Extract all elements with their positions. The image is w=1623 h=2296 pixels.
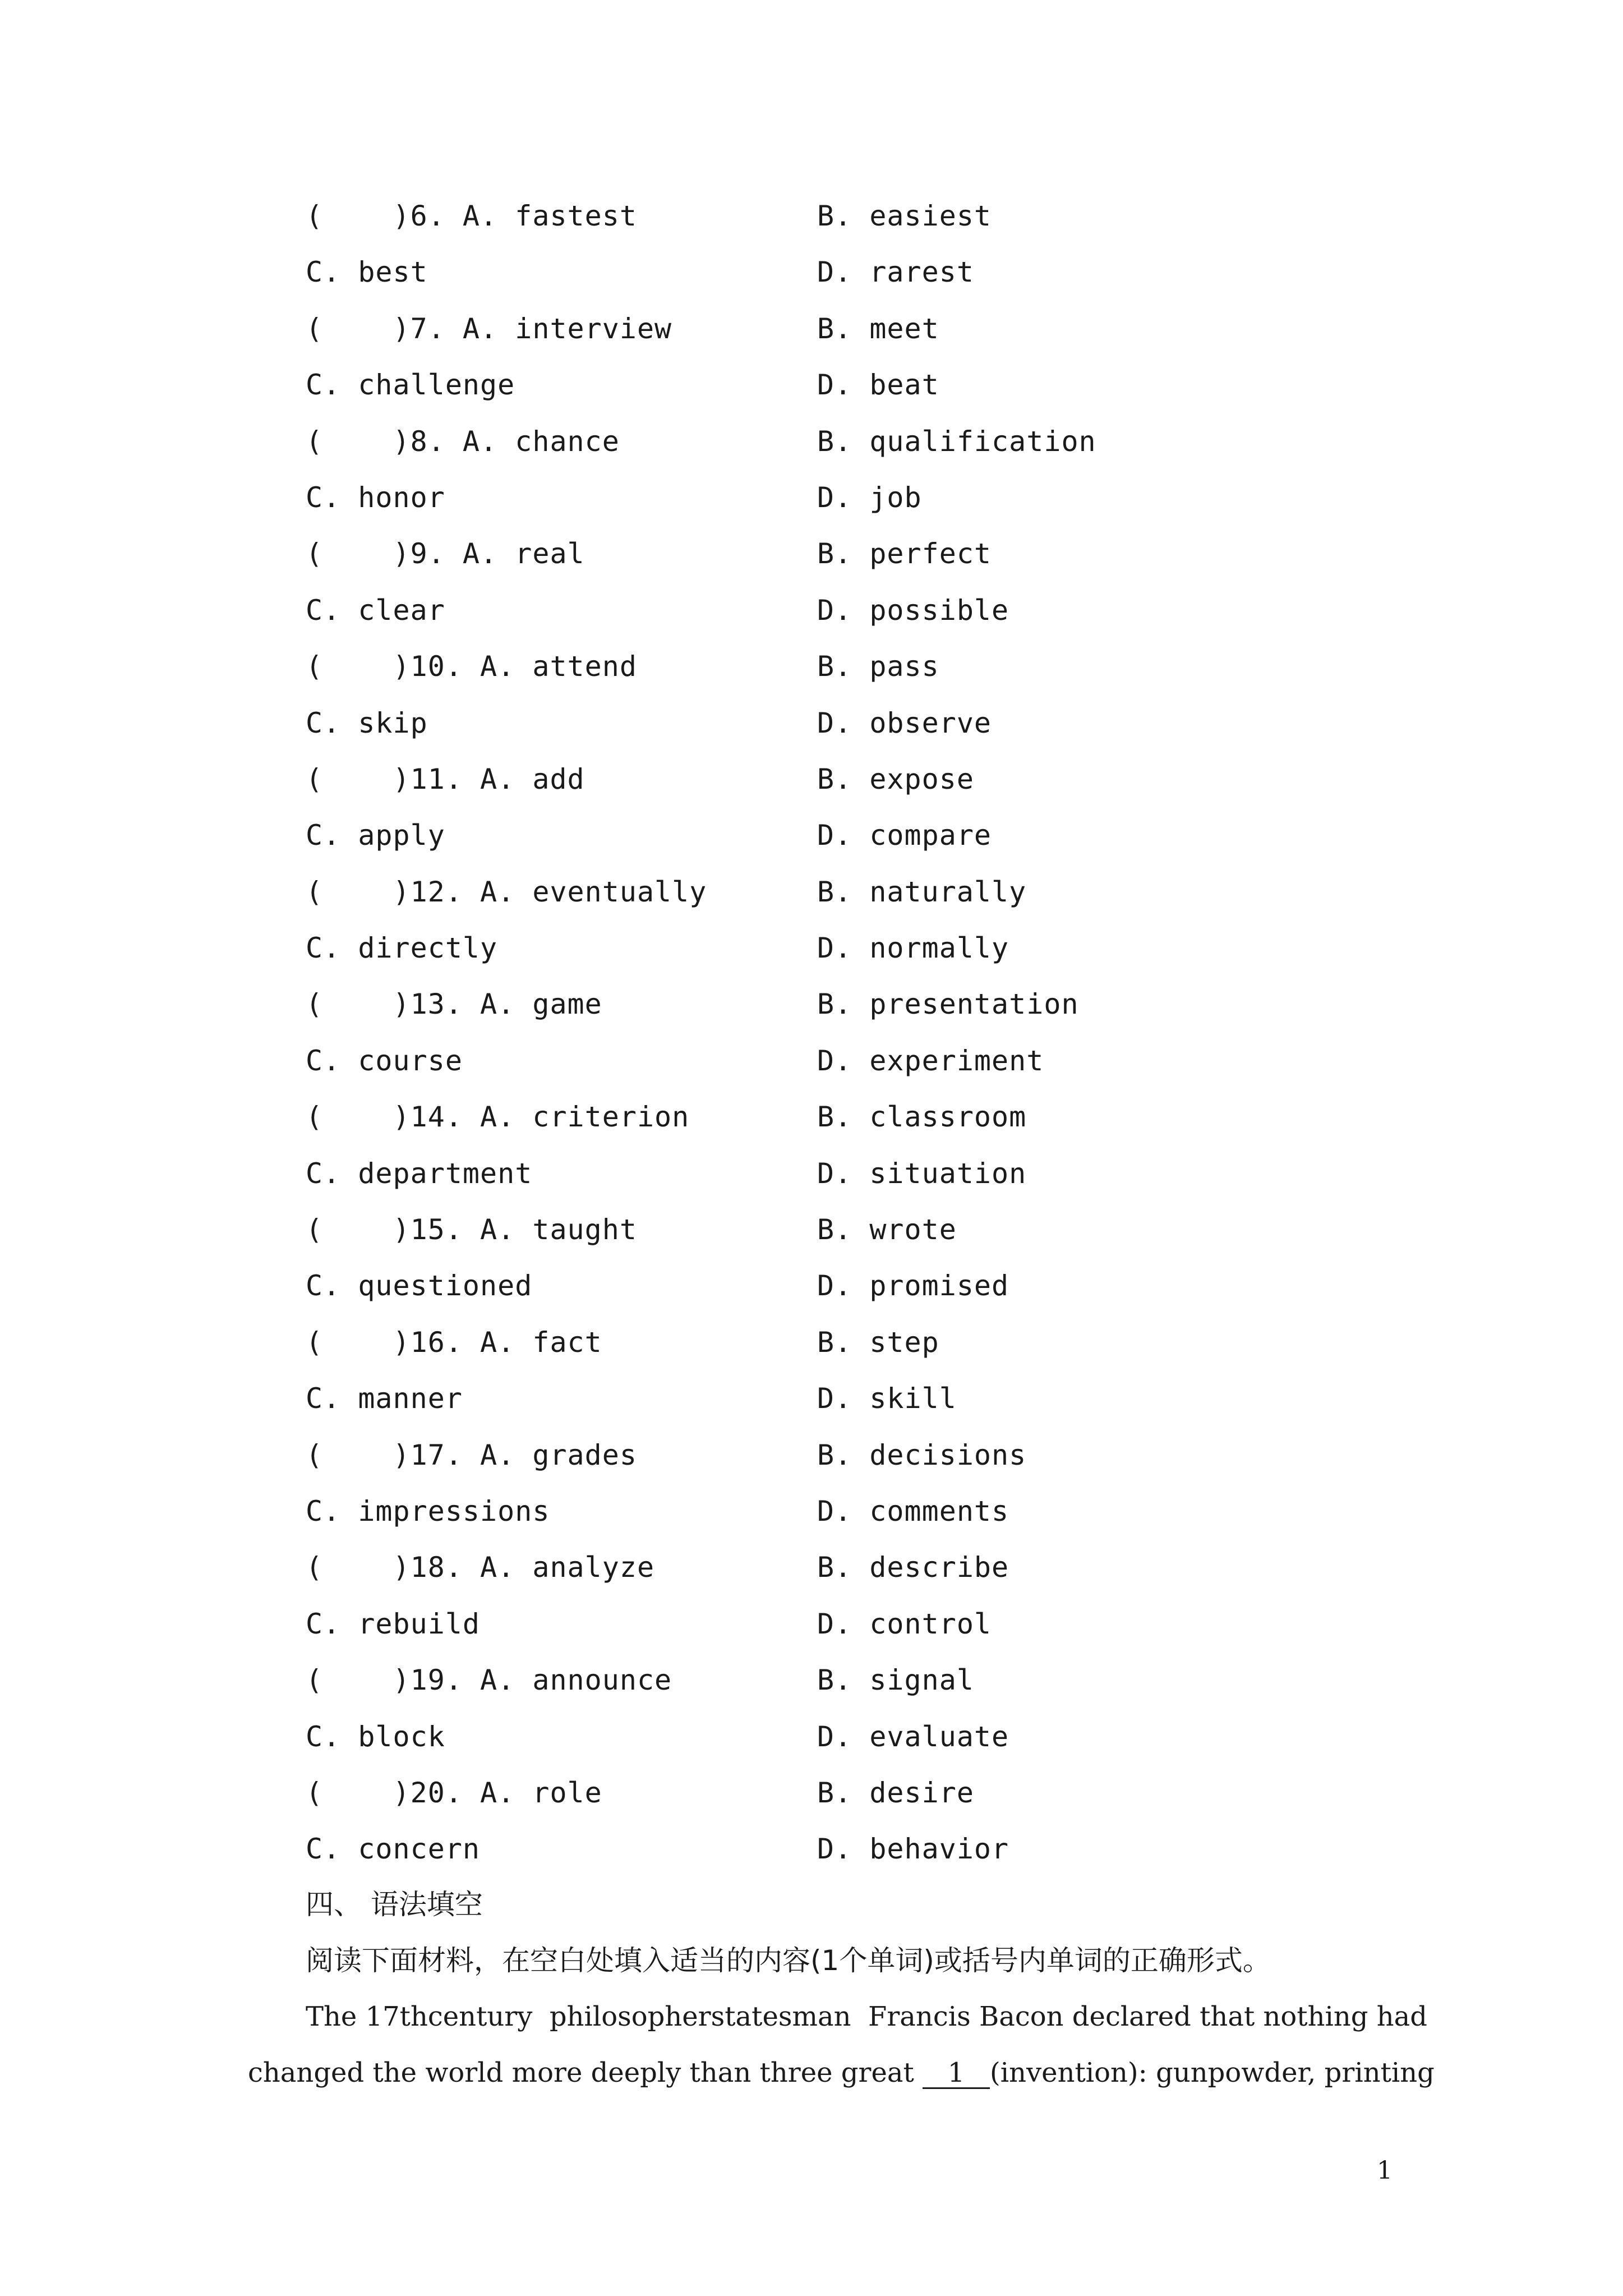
passage-line-2 — [248, 2056, 1435, 2090]
option-c-text: skip — [358, 706, 428, 739]
option-b-label: B. — [817, 1551, 870, 1584]
option-c-text: honor — [358, 481, 445, 514]
option-d-label: D. — [817, 1382, 870, 1415]
option-d-label: D. — [817, 1044, 870, 1077]
option-d-label: D. — [817, 369, 870, 402]
option-b-label: B. — [817, 762, 870, 795]
option-b-text: easiest — [869, 200, 992, 232]
section-title: 四、 语法填空 — [306, 1888, 483, 1921]
option-d-label: D. — [817, 1833, 870, 1866]
option-d-label: D. — [817, 593, 870, 627]
option-a-text: taught — [532, 1213, 637, 1246]
option-b[interactable] — [817, 1663, 974, 1697]
option-d-text: promised — [869, 1269, 1009, 1303]
option-c-label: C. — [306, 369, 358, 402]
question-number: ( )13. A. — [306, 988, 533, 1021]
option-d-text: normally — [869, 932, 1009, 965]
question-number: ( )16. A. — [306, 1326, 533, 1359]
option-a-text: fact — [532, 1326, 602, 1359]
question-stem-option-a[interactable] — [306, 425, 620, 458]
option-c[interactable] — [306, 1494, 550, 1528]
option-b-label: B. — [817, 1776, 870, 1809]
question-stem-option-a[interactable] — [306, 1663, 672, 1697]
option-a-text: role — [532, 1776, 602, 1809]
option-c[interactable] — [306, 1607, 480, 1641]
option-d-text: rarest — [869, 256, 974, 289]
question-number: ( )14. A. — [306, 1101, 533, 1134]
question-number: ( )11. A. — [306, 762, 533, 795]
option-c-label: C. — [306, 1833, 358, 1866]
passage-line-1: The 17thcentury philosopherstatesman Francis Bacon declared that nothing had — [306, 2001, 1428, 2032]
option-d-label: D. — [817, 1269, 870, 1303]
option-a-text: real — [515, 537, 585, 570]
option-b[interactable] — [817, 1213, 957, 1246]
option-b-label: B. — [817, 988, 870, 1021]
option-c-label: C. — [306, 1269, 358, 1303]
question-number: ( )7. A. — [306, 312, 515, 345]
option-b[interactable] — [817, 1438, 1026, 1472]
option-b-text: presentation — [869, 988, 1079, 1021]
option-d[interactable] — [817, 1044, 1044, 1078]
option-b-text: expose — [869, 762, 974, 795]
option-c[interactable] — [306, 1382, 463, 1415]
option-d-label: D. — [817, 1607, 870, 1640]
option-d-text: evaluate — [869, 1720, 1009, 1753]
option-c[interactable] — [306, 1269, 532, 1303]
option-a-text: interview — [515, 312, 672, 345]
question-stem-option-a[interactable] — [306, 1213, 637, 1246]
question-row — [306, 312, 1427, 368]
option-a-text: game — [532, 988, 602, 1021]
option-b-text: perfect — [869, 537, 992, 570]
option-d-label: D. — [817, 1157, 870, 1190]
question-stem-option-a[interactable] — [306, 1100, 689, 1134]
option-c-text: department — [358, 1157, 533, 1190]
question-row — [306, 593, 1427, 650]
question-stem-option-a[interactable] — [306, 762, 585, 796]
option-c-label: C. — [306, 1494, 358, 1527]
option-b-label: B. — [817, 312, 870, 345]
option-c-text: best — [358, 256, 428, 289]
option-b[interactable] — [817, 987, 1079, 1021]
question-stem-option-a[interactable] — [306, 1326, 602, 1359]
option-b[interactable] — [817, 199, 992, 233]
option-d-label: D. — [817, 1494, 870, 1527]
option-a-text: criterion — [532, 1101, 690, 1134]
option-b-text: describe — [869, 1551, 1009, 1584]
question-stem-option-a[interactable] — [306, 650, 637, 683]
option-d-label: D. — [817, 1720, 870, 1753]
question-row — [306, 1607, 1427, 1663]
question-stem-option-a[interactable] — [306, 1776, 602, 1810]
option-c-label: C. — [306, 706, 358, 739]
option-c[interactable] — [306, 1044, 463, 1078]
option-b[interactable] — [817, 762, 974, 796]
question-row — [306, 1663, 1427, 1719]
option-d[interactable] — [817, 255, 974, 289]
option-c[interactable] — [306, 1832, 480, 1866]
option-c-text: clear — [358, 593, 445, 627]
option-c[interactable] — [306, 368, 515, 402]
question-row — [306, 199, 1427, 255]
question-stem-option-a[interactable] — [306, 537, 585, 570]
question-stem-option-a[interactable] — [306, 1438, 637, 1472]
option-c-text: block — [358, 1720, 445, 1753]
option-c-label: C. — [306, 932, 358, 965]
question-number: ( )6. A. — [306, 200, 515, 232]
option-c[interactable] — [306, 706, 428, 740]
option-d-label: D. — [817, 256, 870, 289]
option-c-label: C. — [306, 481, 358, 514]
question-stem-option-a[interactable] — [306, 1550, 654, 1584]
option-b-label: B. — [817, 875, 870, 908]
option-c[interactable] — [306, 818, 445, 852]
question-row — [306, 1157, 1427, 1213]
option-b[interactable] — [817, 1100, 1026, 1134]
option-d[interactable] — [817, 1269, 1009, 1303]
option-c-text: concern — [358, 1833, 481, 1866]
question-number: ( )18. A. — [306, 1551, 533, 1584]
option-c[interactable] — [306, 255, 428, 289]
question-row — [306, 368, 1427, 424]
question-row — [306, 537, 1427, 593]
option-d-text: control — [869, 1607, 992, 1640]
option-d-text: job — [869, 481, 922, 514]
option-b-label: B. — [817, 650, 870, 683]
question-number: ( )19. A. — [306, 1664, 533, 1697]
question-row — [306, 1044, 1427, 1100]
option-d[interactable] — [817, 1832, 1009, 1866]
option-a-text: grades — [532, 1438, 637, 1471]
option-d[interactable] — [817, 1382, 957, 1415]
option-c[interactable] — [306, 593, 445, 627]
option-c[interactable] — [306, 481, 445, 514]
option-d-text: observe — [869, 706, 992, 739]
option-c-text: rebuild — [358, 1607, 481, 1640]
question-number: ( )17. A. — [306, 1438, 533, 1471]
option-c-label: C. — [306, 1382, 358, 1415]
question-number: ( )12. A. — [306, 875, 533, 908]
question-row — [306, 762, 1427, 818]
option-c-label: C. — [306, 593, 358, 627]
option-c-text: manner — [358, 1382, 463, 1415]
option-b-text: signal — [869, 1664, 974, 1697]
option-b[interactable] — [817, 312, 939, 346]
section-instruction: 阅读下面材料，在空白处填入适当的内容(1个单词)或括号内单词的正确形式。 — [306, 1944, 1271, 1977]
question-row — [306, 1382, 1427, 1438]
passage-text-before-blank: changed the world more deeply than three great — [248, 2057, 923, 2088]
option-d-text: experiment — [869, 1044, 1044, 1077]
option-d[interactable] — [817, 1607, 992, 1641]
option-c-label: C. — [306, 1157, 358, 1190]
option-c-label: C. — [306, 1607, 358, 1640]
option-b-text: naturally — [869, 875, 1027, 908]
option-d[interactable] — [817, 706, 992, 740]
option-b-text: step — [869, 1326, 939, 1359]
option-a-text: chance — [515, 425, 620, 458]
option-c-label: C. — [306, 1044, 358, 1077]
option-d-text: comments — [869, 1494, 1009, 1527]
option-c-text: impressions — [358, 1494, 550, 1527]
question-row — [306, 650, 1427, 706]
question-row — [306, 1494, 1427, 1550]
option-d-text: beat — [869, 369, 939, 402]
option-a-text: add — [532, 762, 585, 795]
option-a-text: fastest — [515, 200, 637, 232]
option-c[interactable] — [306, 1157, 532, 1190]
question-number: ( )9. A. — [306, 537, 515, 570]
option-c[interactable] — [306, 931, 497, 965]
option-a-text: attend — [532, 650, 637, 683]
option-b-text: qualification — [869, 425, 1096, 458]
question-row — [306, 1100, 1427, 1156]
option-c-label: C. — [306, 1720, 358, 1753]
question-row — [306, 1832, 1427, 1888]
question-row — [306, 875, 1427, 931]
option-b[interactable] — [817, 650, 939, 683]
question-row — [306, 255, 1427, 311]
question-row — [306, 818, 1427, 875]
option-b[interactable] — [817, 1326, 939, 1359]
question-row — [306, 425, 1427, 481]
question-row — [306, 1213, 1427, 1269]
passage-text-after-blank: (invention): gunpowder, printing — [990, 2057, 1435, 2088]
question-number: ( )20. A. — [306, 1776, 533, 1809]
question-row — [306, 706, 1427, 762]
option-d-text: situation — [869, 1157, 1027, 1190]
option-c[interactable] — [306, 1720, 445, 1754]
option-d-label: D. — [817, 706, 870, 739]
option-b-label: B. — [817, 425, 870, 458]
option-b-text: classroom — [869, 1101, 1027, 1134]
question-number: ( )8. A. — [306, 425, 515, 458]
option-b-label: B. — [817, 1213, 870, 1246]
option-d[interactable] — [817, 818, 992, 852]
option-a-text: eventually — [532, 875, 707, 908]
question-row — [306, 1326, 1427, 1382]
question-row — [306, 1776, 1427, 1832]
question-row — [306, 481, 1427, 537]
question-row — [306, 987, 1427, 1043]
option-b-text: meet — [869, 312, 939, 345]
option-a-text: analyze — [532, 1551, 655, 1584]
option-b-text: pass — [869, 650, 939, 683]
option-c-text: directly — [358, 932, 498, 965]
option-d[interactable] — [817, 1494, 1009, 1528]
option-b-label: B. — [817, 200, 870, 232]
option-d[interactable] — [817, 368, 939, 402]
option-c-text: challenge — [358, 369, 515, 402]
page-number: 1 — [1377, 2156, 1393, 2185]
option-b[interactable] — [817, 537, 992, 570]
option-c-label: C. — [306, 256, 358, 289]
option-d[interactable] — [817, 931, 1009, 965]
option-c-label: C. — [306, 819, 358, 852]
option-b[interactable] — [817, 425, 1096, 458]
question-stem-option-a[interactable] — [306, 199, 637, 233]
multiple-choice-options — [306, 199, 1427, 1889]
option-d-label: D. — [817, 819, 870, 852]
question-row — [306, 1438, 1427, 1494]
question-stem-option-a[interactable] — [306, 312, 672, 346]
question-stem-option-a[interactable] — [306, 987, 602, 1021]
option-a-text: announce — [532, 1664, 672, 1697]
question-stem-option-a[interactable] — [306, 875, 707, 909]
option-d[interactable] — [817, 1157, 1026, 1190]
option-d-text: compare — [869, 819, 992, 852]
option-b-label: B. — [817, 1326, 870, 1359]
question-number: ( )10. A. — [306, 650, 533, 683]
fill-blank-1[interactable]: 1 — [923, 2058, 990, 2089]
option-c-text: apply — [358, 819, 445, 852]
option-b-label: B. — [817, 1438, 870, 1471]
option-d-text: skill — [869, 1382, 957, 1415]
option-b-label: B. — [817, 1664, 870, 1697]
question-row — [306, 1269, 1427, 1325]
option-b[interactable] — [817, 1550, 1009, 1584]
option-d-text: behavior — [869, 1833, 1009, 1866]
option-b[interactable] — [817, 1776, 974, 1810]
option-d[interactable] — [817, 481, 922, 514]
option-d-text: possible — [869, 593, 1009, 627]
question-row — [306, 1550, 1427, 1607]
question-number: ( )15. A. — [306, 1213, 533, 1246]
option-b-label: B. — [817, 537, 870, 570]
option-c-text: course — [358, 1044, 463, 1077]
option-b-text: decisions — [869, 1438, 1027, 1471]
question-row — [306, 931, 1427, 987]
option-b[interactable] — [817, 875, 1026, 909]
option-d-label: D. — [817, 481, 870, 514]
question-row — [306, 1720, 1427, 1776]
option-b-text: wrote — [869, 1213, 957, 1246]
option-b-label: B. — [817, 1101, 870, 1134]
option-d[interactable] — [817, 1720, 1009, 1754]
option-c-text: questioned — [358, 1269, 533, 1303]
option-d-label: D. — [817, 932, 870, 965]
option-b-text: desire — [869, 1776, 974, 1809]
option-d[interactable] — [817, 593, 1009, 627]
